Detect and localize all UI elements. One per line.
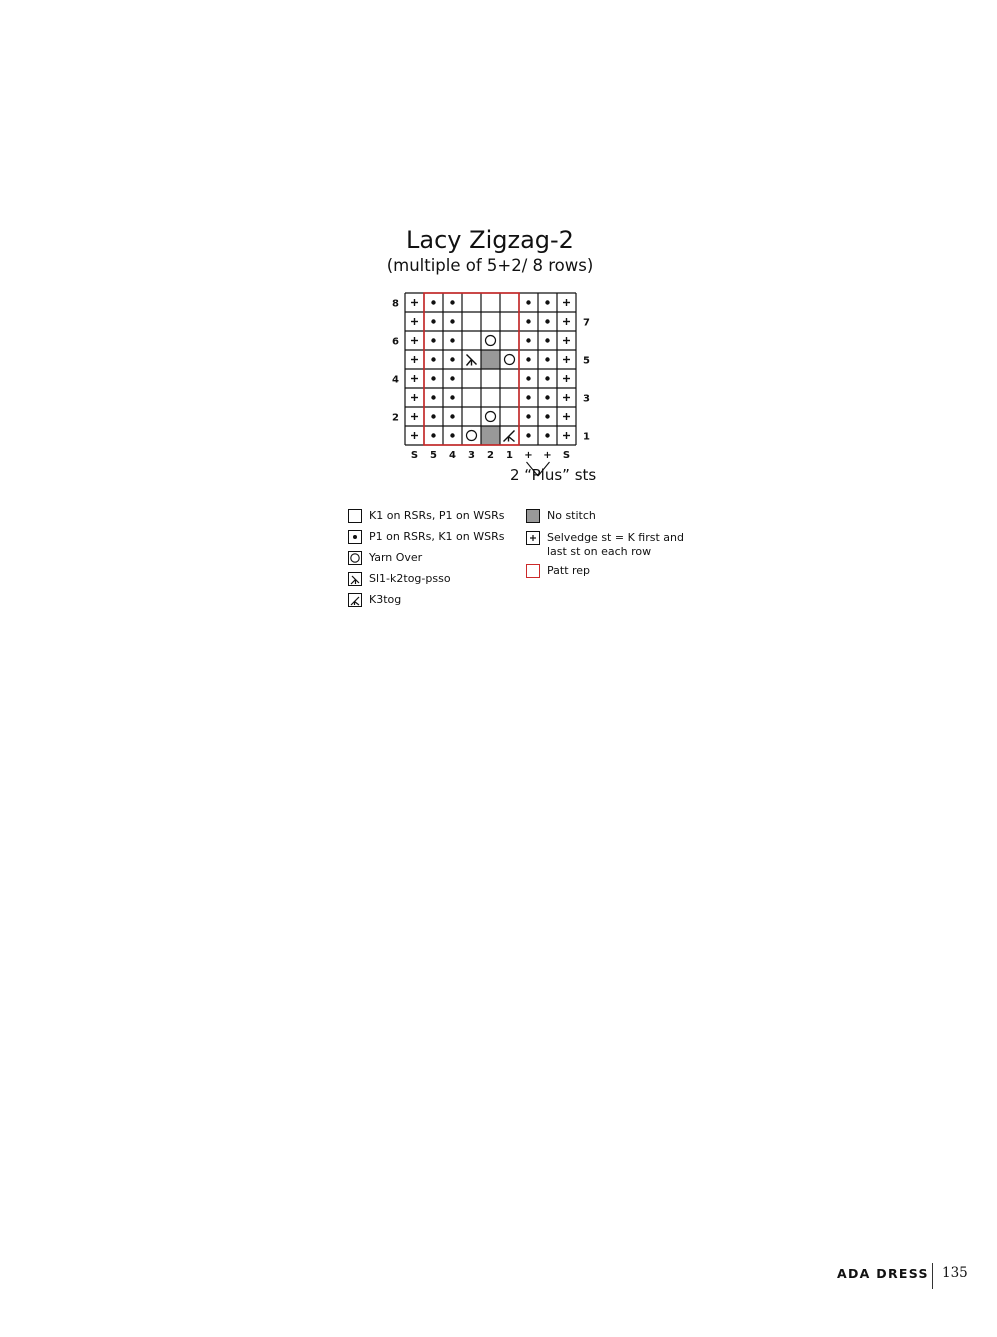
purl-dot-mark — [450, 376, 454, 380]
purl-dot-mark — [545, 357, 549, 361]
chart-cell — [462, 312, 481, 331]
chart-cell — [481, 388, 500, 407]
chart-cell — [500, 388, 519, 407]
legend-item-yarn-over — [348, 551, 422, 565]
purl-dot-mark — [545, 414, 549, 418]
purl-dot-mark — [545, 319, 549, 323]
legend-item-knit — [348, 509, 504, 523]
purl-dot-mark — [450, 338, 454, 342]
purl-dot-mark — [545, 395, 549, 399]
legend-item-selvedge — [526, 531, 684, 559]
legend-label: K1 on RSRs, P1 on WSRs — [369, 509, 505, 522]
chart-cell — [462, 407, 481, 426]
row-number-label: 5 — [583, 355, 590, 367]
purl-dot-mark — [545, 376, 549, 380]
chart-cell — [500, 407, 519, 426]
chart-cell — [481, 331, 500, 350]
purl-dot-mark — [526, 319, 530, 323]
column-label: 5 — [430, 450, 437, 461]
purl-dot-mark — [526, 338, 530, 342]
footer-title: ADA DRESS — [837, 1266, 929, 1281]
purl-dot-mark — [526, 414, 530, 418]
legend-item-purl — [348, 530, 504, 544]
column-label: 1 — [506, 450, 513, 461]
chart-cell — [462, 369, 481, 388]
knitting-chart — [380, 285, 610, 465]
k3tog-icon — [348, 593, 362, 607]
chart-cell — [500, 331, 519, 350]
row-number-label: 8 — [392, 298, 399, 310]
purl-dot-mark — [450, 395, 454, 399]
purl-dot-mark — [431, 319, 435, 323]
purl-dot-mark — [526, 300, 530, 304]
legend-left — [348, 509, 518, 619]
red-box-icon — [526, 564, 540, 578]
purl-dot-mark — [431, 357, 435, 361]
circle-icon — [348, 551, 362, 565]
purl-dot-mark — [526, 395, 530, 399]
row-number-label: 2 — [392, 412, 399, 424]
purl-dot-mark — [526, 433, 530, 437]
row-number-label: 3 — [583, 393, 590, 405]
legend-label: K3tog — [369, 593, 402, 606]
column-label: + — [524, 450, 533, 461]
plus-stitches-label: 2 “Plus” sts — [510, 466, 597, 484]
page-footer — [830, 1263, 980, 1289]
chart-cell — [481, 293, 500, 312]
chart-cell — [462, 293, 481, 312]
purl-dot-mark — [450, 357, 454, 361]
purl-dot-mark — [545, 338, 549, 342]
chart-cell — [462, 426, 481, 445]
chart-cell — [462, 331, 481, 350]
legend-item-sl1-k2tog-psso — [348, 572, 451, 586]
legend-label: Sl1-k2tog-psso — [369, 572, 451, 585]
purl-dot-mark — [526, 376, 530, 380]
grey-square-icon — [526, 509, 540, 523]
legend-label: P1 on RSRs, K1 on WSRs — [369, 530, 505, 543]
chart-cell — [481, 369, 500, 388]
chart-cell — [500, 369, 519, 388]
footer-divider — [932, 1263, 933, 1289]
legend-label — [547, 531, 684, 559]
column-label: S — [410, 450, 419, 461]
chart-cell — [481, 312, 500, 331]
purl-dot-mark — [431, 395, 435, 399]
purl-dot-mark — [450, 300, 454, 304]
legend-label: Yarn Over — [369, 551, 423, 564]
legend-item-k3tog — [348, 593, 401, 607]
legend-item-no-stitch — [526, 509, 596, 523]
legend-label-line1: Selvedge st = K first and — [547, 531, 684, 544]
chart-cell — [500, 293, 519, 312]
row-number-label: 1 — [583, 431, 590, 443]
chart-cell — [500, 350, 519, 369]
chart-subtitle: (multiple of 5+2/ 8 rows) — [386, 256, 594, 275]
column-label: 2 — [487, 450, 494, 461]
sl1-k2tog-psso-icon — [348, 572, 362, 586]
column-label: 4 — [449, 450, 456, 461]
legend-label-line2: last st on each row — [547, 545, 652, 558]
purl-dot-mark — [526, 357, 530, 361]
row-number-label: 6 — [392, 336, 399, 348]
purl-dot-mark — [431, 433, 435, 437]
legend-label: Patt rep — [547, 564, 591, 577]
chart-title: Lacy Zigzag-2 — [406, 226, 574, 254]
blank-square-icon — [348, 509, 362, 523]
legend-item-patt-rep — [526, 564, 590, 578]
plus-icon — [526, 531, 540, 545]
purl-dot-mark — [431, 338, 435, 342]
chart-cell — [462, 388, 481, 407]
row-number-label: 4 — [392, 374, 399, 386]
purl-dot-mark — [431, 300, 435, 304]
column-label: 3 — [468, 450, 475, 461]
purl-dot-mark — [545, 300, 549, 304]
legend-label: No stitch — [547, 509, 596, 522]
purl-dot-mark — [545, 433, 549, 437]
page-number: 135 — [942, 1265, 968, 1281]
column-label: + — [543, 450, 552, 461]
chart-cell — [500, 312, 519, 331]
chart-cell — [481, 426, 500, 445]
chart-cell — [481, 350, 500, 369]
dot-icon — [348, 530, 362, 544]
purl-dot-mark — [431, 376, 435, 380]
purl-dot-mark — [450, 414, 454, 418]
chart-cell — [481, 407, 500, 426]
purl-dot-mark — [450, 319, 454, 323]
legend-right — [526, 509, 696, 589]
purl-dot-mark — [431, 414, 435, 418]
column-label: S — [562, 450, 571, 461]
purl-dot-mark — [450, 433, 454, 437]
row-number-label: 7 — [583, 317, 590, 329]
